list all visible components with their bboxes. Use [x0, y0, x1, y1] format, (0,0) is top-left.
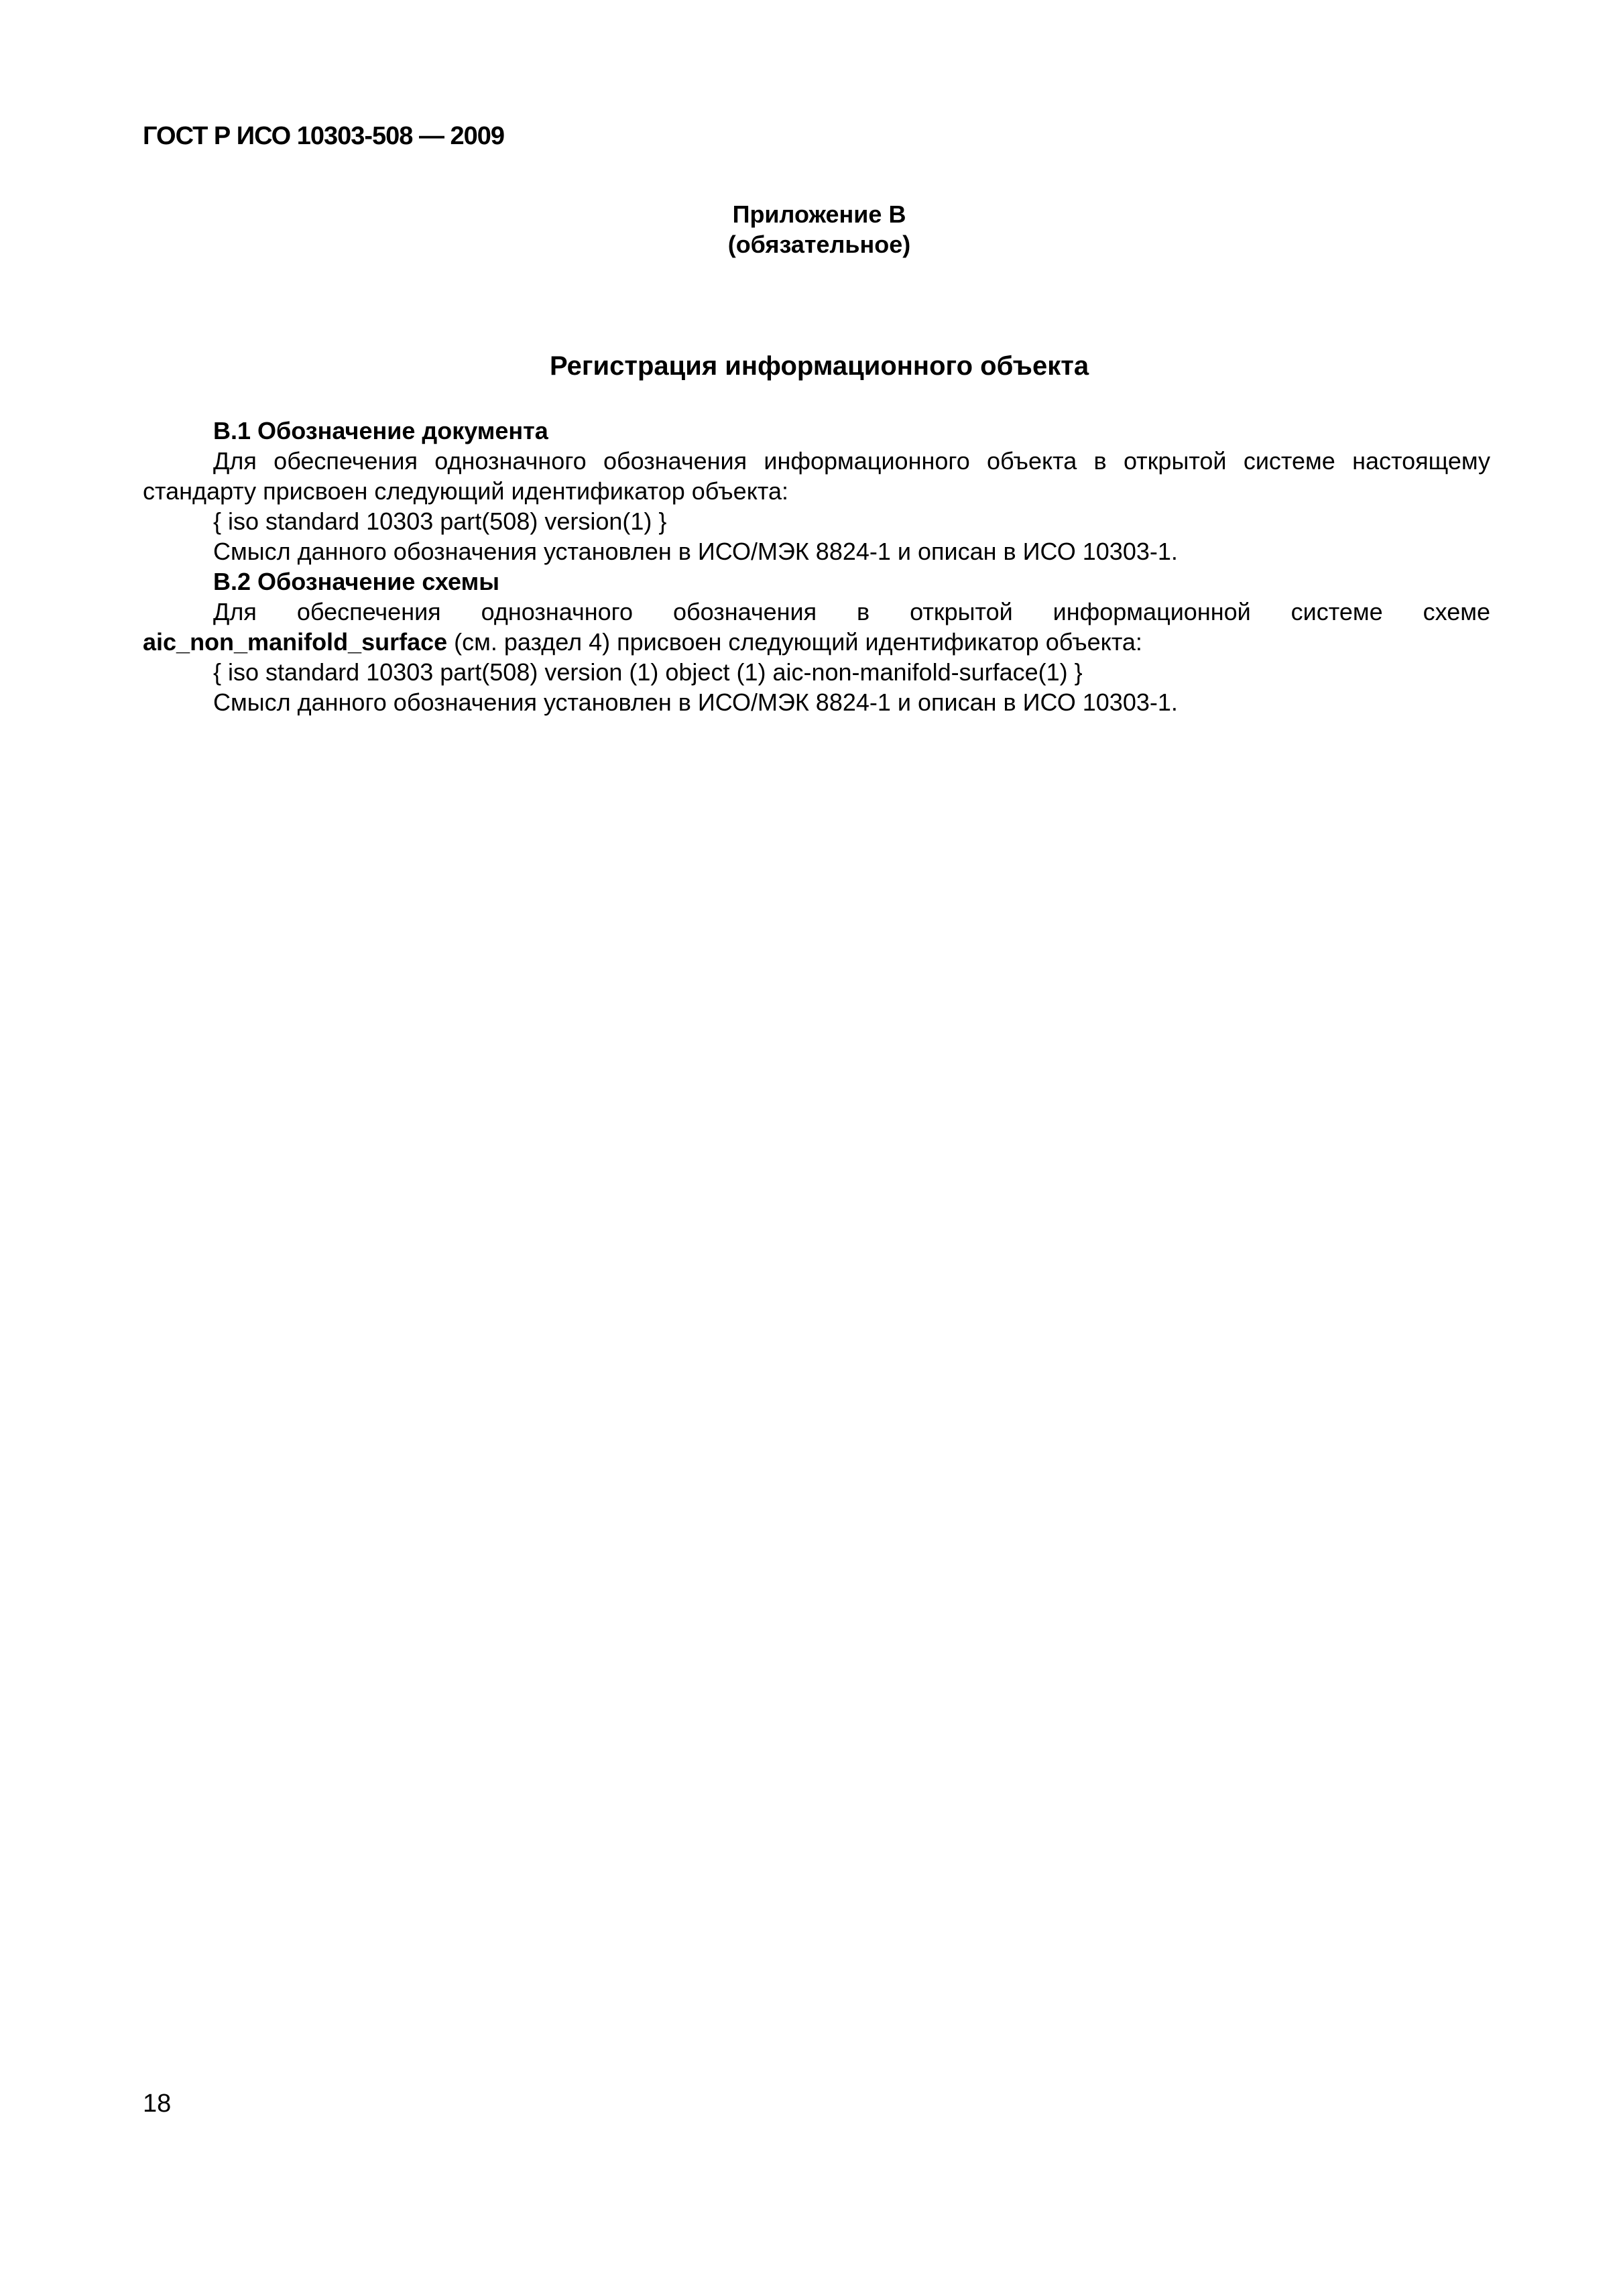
section-b2-heading: В.2 Обозначение схемы: [213, 568, 499, 595]
section-b2-paragraph-rest: (см. раздел 4) присвоен следующий идентификатор объекта:: [447, 628, 1142, 656]
section-b1-paragraph: Для обеспечения однозначного обозначения информационного объекта в открытой системе настоящему стандарту присвоен следующий идентификатор объекта:: [143, 447, 1490, 505]
section-b2-paragraph-line2: [143, 627, 1490, 657]
page-number: 18: [143, 2090, 172, 2118]
section-b1-identifier: { iso standard 10303 part(508) version(1) }: [213, 507, 667, 535]
annex-title: Регистрация информационного объекта: [549, 351, 1089, 381]
section-b2-identifier: { iso standard 10303 part(508) version (1) object (1) aic-non-manifold-surface(1) }: [213, 658, 1083, 686]
annex-body: [143, 416, 1490, 717]
section-b1-note: Смысл данного обозначения установлен в ИСО/МЭК 8824-1 и описан в ИСО 10303-1.: [213, 538, 1178, 565]
section-b2-paragraph-line1: Для обеспечения однозначного обозначения в открытой информационной системе схеме: [213, 598, 1490, 625]
annex-status: (обязательное): [727, 231, 911, 258]
annex-label: Приложение В: [732, 200, 906, 228]
section-b2-note: Смысл данного обозначения установлен в ИСО/МЭК 8824-1 и описан в ИСО 10303-1.: [213, 688, 1178, 716]
section-b1-heading: В.1 Обозначение документа: [213, 417, 548, 444]
schema-name: aic_non_manifold_surface: [143, 628, 448, 656]
standard-header: ГОСТ Р ИСО 10303-508 — 2009: [143, 122, 505, 150]
